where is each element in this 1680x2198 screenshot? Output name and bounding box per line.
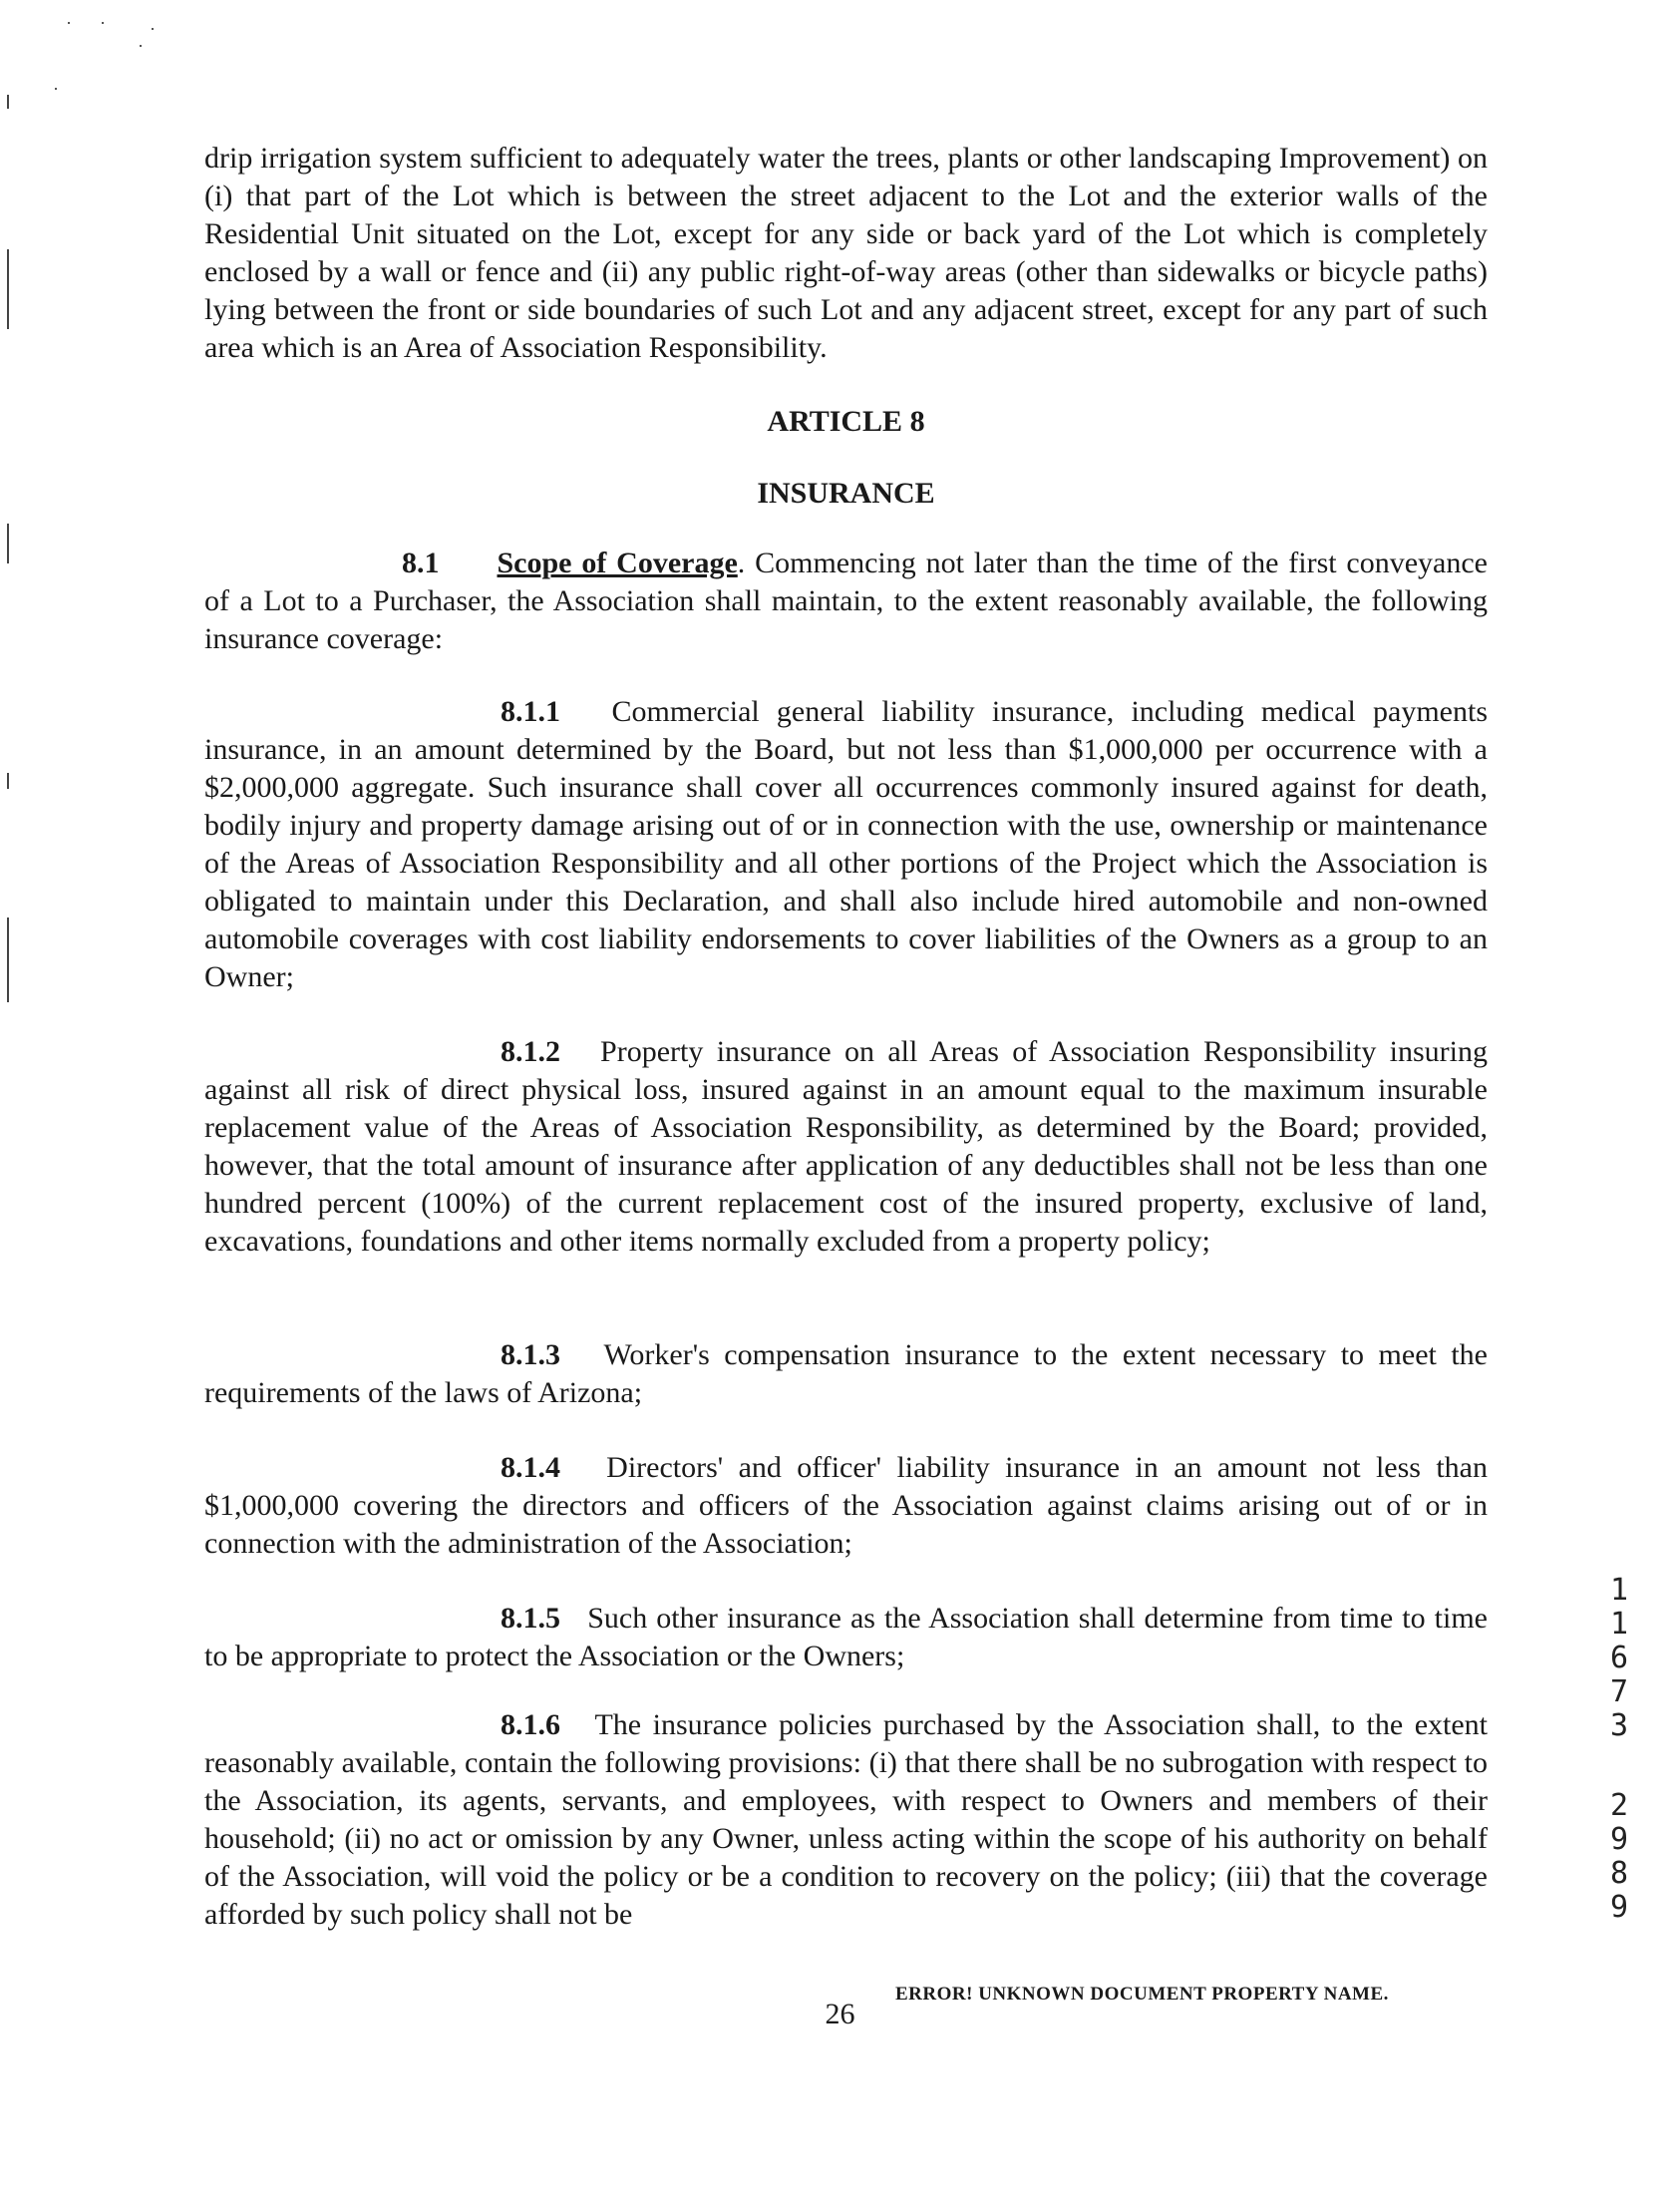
subsection-text: Worker's compensation insurance to the extent necessary to meet the requirements of the laws of Arizona; (204, 1338, 1488, 1409)
subsection-number: 8.1.6 (501, 1708, 560, 1741)
section-8-1 (204, 545, 1488, 658)
subsection-8-1-3 (204, 1336, 1488, 1412)
subsection-number: 8.1.5 (501, 1602, 560, 1635)
subsection-number: 8.1.3 (501, 1338, 560, 1371)
stamp-digit: 1 (1609, 1573, 1629, 1608)
subsection-8-1-1 (204, 693, 1488, 996)
section-text: . Commencing not later than the time of the first conveyance of a Lot to a Purchaser, the Association shall maintain, to the extent reasonably available, the following insurance coverage: (204, 547, 1488, 655)
section-title: Scope of Coverage (497, 547, 738, 579)
subsection-text: Property insurance on all Areas of Association Responsibility insuring against all risk of direct physical loss, insured against in an amount equal to the maximum insurable replacement value of the Areas of Association Responsibility, as determined by the Board; provided, however, that the total amount of insurance after application of any deductibles shall not be less than one hundred percent (100%) of the current replacement cost of the insured property, exclusive of land, excavations, foundations and other items normally excluded from a property policy; (204, 1035, 1488, 1258)
subsection-number: 8.1.4 (501, 1451, 560, 1484)
subsection-number: 8.1.2 (501, 1035, 560, 1068)
stamp-digit: 2 (1609, 1788, 1629, 1823)
stamp-digit: 7 (1609, 1674, 1629, 1709)
stamp-digit: 1 (1609, 1607, 1629, 1642)
subsection-text: Commercial general liability insurance, including medical payments insurance, in an amount determined by the Board, but not less than $1,000,000 per occurrence with a $2,000,000 aggregate. Such insurance shall cover all occurrences commonly insured against for death, bodily injury and property damage arising out of or in connection with the use, ownership or maintenance of the Areas of Association Responsibility and all other portions of the Project which the Association is obligated to maintain under this Declaration, and shall also include hired automobile and non-owned automobile coverages with cost liability endorsements to cover liabilities of the Owners as a group to an Owner; (204, 695, 1489, 993)
scan-speck (102, 22, 104, 24)
scan-edge-mark (7, 773, 9, 789)
footer-document-property-error: ERROR! UNKNOWN DOCUMENT PROPERTY NAME. (895, 1984, 1389, 2005)
scan-edge-mark (7, 95, 9, 109)
subsection-text: The insurance policies purchased by the Association shall, to the extent reasonably available, contain the following provisions: (i) that there shall be no subrogation with respect to the Association, its agents, servants, and employees, with respect to Owners and members of their household; (ii) no act or omission by any Owner, unless acting within the scope of his authority on behalf of the Association, will void the policy or be a condition to recovery on the policy; (iii) that the coverage afforded by such policy shall not be (204, 1708, 1489, 1931)
continuation-paragraph: drip irrigation system sufficient to adequately water the trees, plants or other landscaping Improvement) on (i) that part of the Lot which is between the street adjacent to the Lot and the exterior walls of the Residential Unit situated on the Lot, except for any side or back yard of the Lot which is completely enclosed by a wall or fence and (ii) any public right-of-way areas (other than sidewalks or bicycle paths) lying between the front or side boundaries of such Lot and any adjacent street, except for any part of such area which is an Area of Association Responsibility. (204, 142, 1488, 364)
recording-number-stamp (1599, 1574, 1639, 1925)
stamp-digit: 9 (1609, 1890, 1629, 1925)
subsection-8-1-6 (204, 1706, 1488, 1934)
subsection-number: 8.1.1 (501, 695, 560, 728)
stamp-gap (1599, 1743, 1639, 1789)
scan-speck (55, 88, 57, 90)
page-number: 26 (825, 1998, 855, 2030)
stamp-digit: 9 (1609, 1822, 1629, 1857)
subsection-text: Directors' and officer' liability insurance in an amount not less than $1,000,000 covering the directors and officers of the Association against claims arising out of or in connection with the administration of the Association; (204, 1451, 1489, 1560)
subsection-text: Such other insurance as the Association shall determine from time to time to be appropriate to protect the Association or the Owners; (204, 1602, 1488, 1672)
scan-speck (68, 22, 70, 24)
subsection-8-1-2 (204, 1033, 1488, 1261)
article-heading: ARTICLE 8 (767, 405, 925, 438)
scan-speck (152, 28, 154, 30)
stamp-digit: 8 (1609, 1856, 1629, 1891)
section-number: 8.1 (402, 547, 440, 579)
article-title: INSURANCE (757, 477, 935, 510)
stamp-digit: 6 (1609, 1641, 1629, 1675)
subsection-8-1-5 (204, 1600, 1488, 1675)
subsection-8-1-4 (204, 1449, 1488, 1563)
scan-edge-mark (7, 917, 9, 1002)
scan-speck (140, 45, 142, 47)
scan-edge-mark (7, 249, 9, 329)
scan-edge-mark (7, 524, 9, 563)
stamp-digit: 3 (1609, 1708, 1629, 1743)
